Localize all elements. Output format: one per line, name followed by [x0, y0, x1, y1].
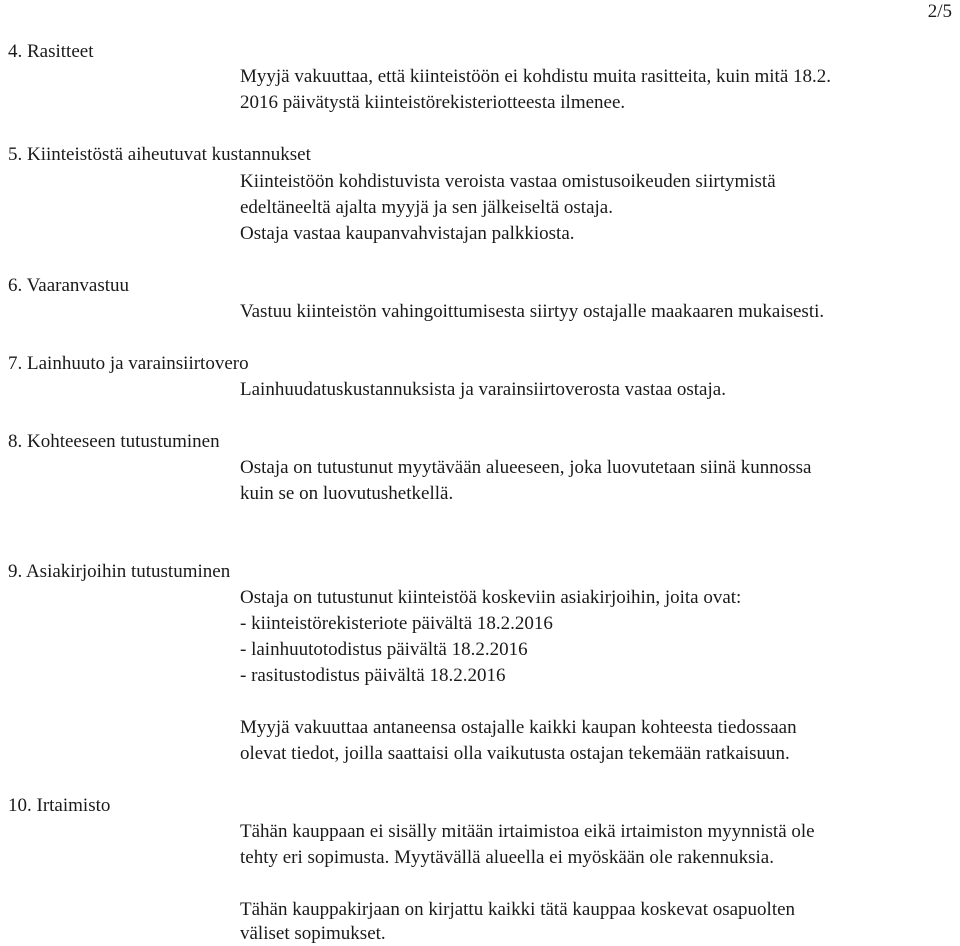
section-6-text: Vastuu kiinteistön vahingoittumisesta siirtyy ostajalle maakaaren mukaisesti.: [240, 301, 825, 322]
section-9-text: Ostaja on tutustunut kiinteistöä koskeviin asiakirjoihin, joita ovat:: [240, 587, 742, 608]
section-10-heading: 10. Irtaimisto: [8, 795, 111, 816]
section-9-text: Myyjä vakuuttaa antaneensa ostajalle kaikki kaupan kohteesta tiedossaan: [240, 717, 797, 738]
section-6-heading: 6. Vaaranvastuu: [8, 275, 130, 296]
section-4-text: 2016 päivätystä kiinteistörekisteriotteesta ilmenee.: [240, 92, 626, 113]
section-10-text: Tähän kauppaan ei sisälly mitään irtaimistoa eikä irtaimiston myynnistä ole: [240, 821, 815, 842]
section-5-heading: 5. Kiinteistöstä aiheutuvat kustannukset: [8, 144, 311, 165]
section-7-text: Lainhuudatuskustannuksista ja varainsiirtoverosta vastaa ostaja.: [240, 379, 726, 400]
section-5-text: Ostaja vastaa kaupanvahvistajan palkkiosta.: [240, 223, 575, 244]
section-8-heading: 8. Kohteeseen tutustuminen: [8, 431, 220, 452]
section-9-heading: 9. Asiakirjoihin tutustuminen: [8, 561, 231, 582]
page-number: 2/5: [927, 1, 952, 22]
section-10-text: Tähän kauppakirjaan on kirjattu kaikki tätä kauppaa koskevat osapuolten: [240, 899, 796, 920]
document-list-item: - lainhuutotodistus päivältä 18.2.2016: [240, 639, 528, 660]
section-8-text: kuin se on luovutushetkellä.: [240, 483, 454, 504]
section-10-text: väliset sopimukset.: [240, 923, 386, 944]
section-10-text: tehty eri sopimusta. Myytävällä alueella ei myöskään ole rakennuksia.: [240, 847, 774, 868]
section-7-heading: 7. Lainhuuto ja varainsiirtovero: [8, 353, 249, 374]
section-4-text: Myyjä vakuuttaa, että kiinteistöön ei kohdistu muita rasitteita, kuin mitä 18.2.: [240, 66, 832, 87]
section-5-text: edeltäneeltä ajalta myyjä ja sen jälkeiseltä ostaja.: [240, 197, 613, 218]
section-5-text: Kiinteistöön kohdistuvista veroista vastaa omistusoikeuden siirtymistä: [240, 171, 776, 192]
section-9-text: olevat tiedot, joilla saattaisi olla vaikutusta ostajan tekemään ratkaisuun.: [240, 743, 790, 764]
document-list-item: - kiinteistörekisteriote päivältä 18.2.2016: [240, 613, 553, 634]
document-list-item: - rasitustodistus päivältä 18.2.2016: [240, 665, 506, 686]
section-8-text: Ostaja on tutustunut myytävään alueeseen, joka luovutetaan siinä kunnossa: [240, 457, 812, 478]
section-4-heading: 4. Rasitteet: [8, 41, 94, 62]
